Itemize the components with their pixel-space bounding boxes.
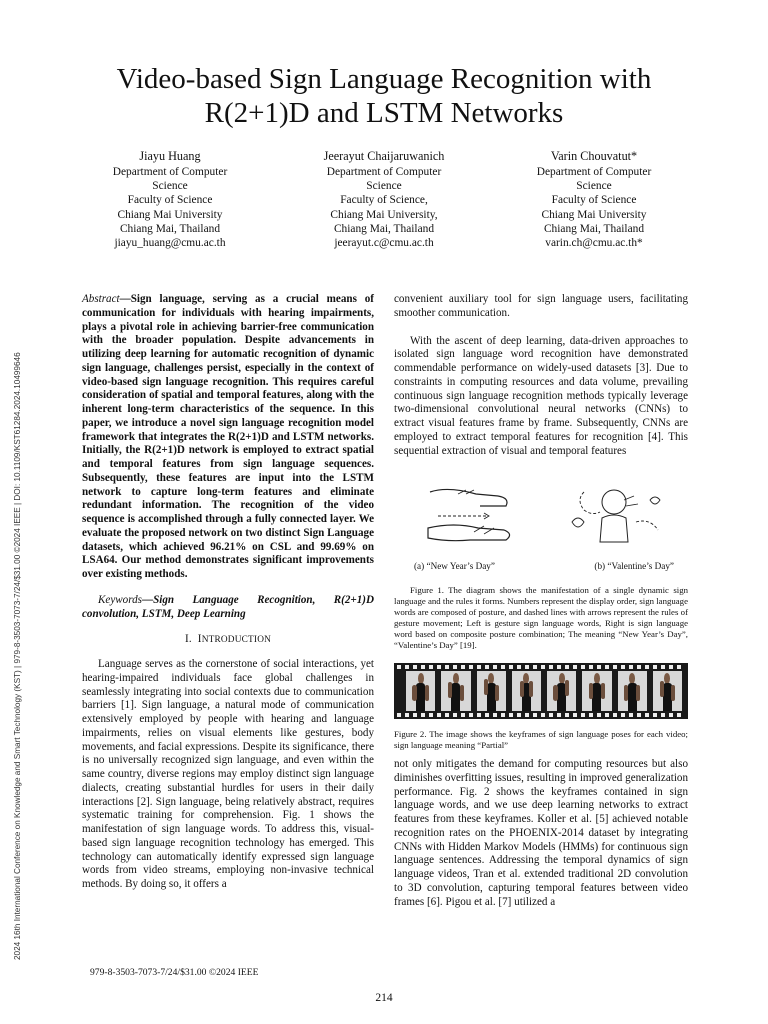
- author-name: Jeerayut Chaijaruwanich: [323, 149, 445, 163]
- abstract-label: Abstract: [82, 293, 120, 305]
- side-identifier: [13, 300, 25, 960]
- figure-1-subcaptions: [394, 560, 688, 574]
- affiliation-line: Chiang Mai University,: [330, 208, 438, 221]
- keywords-label: Keywords: [98, 593, 142, 606]
- author-name: Varin Chouvatut*: [550, 149, 638, 163]
- figure-1-caption: Figure 1. The diagram shows the manifestation of a single dynamic sign language and the rules it forms. Numbers represent the display order, sign language words are composed of posture, and dashed lines with arrows represent the rules of gesture movement; Left is gesture sign language words, Right is sign language word based on composite posture combination; The meaning “New Year’s Day”, “Valentine’s Day” [19].: [394, 585, 688, 650]
- figure-2-keyframes: [394, 663, 688, 721]
- figure-1: [394, 478, 688, 556]
- title-line-2: R(2+1)D and LSTM Networks: [204, 97, 564, 129]
- section-number: I.: [184, 633, 192, 646]
- affiliation-line: Chiang Mai University: [117, 208, 223, 221]
- figure-2-caption: Figure 2. The image shows the keyframes of sign language poses for each video; sign language meaning “Partial”: [394, 729, 688, 750]
- intro-paragraph: Language serves as the cornerstone of social interactions, yet hearing-impaired individuals face global challenges in seamlessly integrating into social contexts due to communication barriers [1]. Sign language, a natural mode of communication extensively employed by people with hearing and language impairments, relies on visual elements like gestures, body movements, and facial expressions. Despite its significance, there is no universally recognized sign language, and even within the same country, diverse regions may employ distinct sign language dialects, creating substantial hurdles for users in their daily interactions [2]. Sign language, being relatively abstract, requires systematic training for comprehension. Fig. 1 shows the manifestation of sign language words. To address this, visual-based sign language recognition technology has emerged. This technology can automatically identify expressed sign language words from video streams, employing non-invasive technical methods. By doing so, it offers a: [82, 658, 374, 890]
- paragraph: not only mitigates the demand for computing resources but also diminishes overfitting issues, resulting in improved generalization performance. Fig. 2 shows the keyframes contained in sign language words, and we use deep learning networks to extract features from these keyframes. Koller et al. [5] achieved notable recognition rates on the PHOENIX-2014 dataset by integrating CNNs with Hidden Markov Models (HMMs) for continuous sign language sentences. Addressing the temporal dynamics of sign language videos, Tran et al. extended traditional 2D convolution to 3D convolution, capturing temporal features between video frames [6]. Pigou et al. [7] utilized a: [394, 758, 688, 908]
- page-number: 214: [375, 992, 393, 1004]
- left-column: [82, 293, 374, 892]
- paragraph: With the ascent of deep learning, data-driven approaches to isolated sign language word recognition have demonstrated commendable performance on widely-used datasets [3]. Due to constraints in computing resources and data volume, prevailing continuous sign language recognition methods typically leverage two-dimensional convolutional neural networks (CNNs) to extract visual features frame by frame. Subsequently, CNNs are employed to extract temporal features for recognition [4]. This sequential extraction of visual and temporal features: [394, 334, 688, 457]
- affiliation-line: Chiang Mai, Thailand: [543, 222, 645, 235]
- affiliation-line: Science: [576, 180, 612, 193]
- affiliation-line: Faculty of Science: [551, 194, 637, 207]
- keyframe: [653, 671, 682, 711]
- abstract-text: —Sign language, serving as a crucial means of communication for individuals with hearing impairments, plays a pivotal role in achieving barrier-free communication with the broader population. Despite advancements in utilizing deep learning for automatic recognition of dynamic sign language, challenges persist, especially in the context of video-based sign language recognition. This requires careful consideration of spatial and temporal features, along with the inherent long-term characteristics of the sequence. In this paper, we introduce a novel sign language recognition model framework that integrates the R(2+1)D and LSTM networks. Initially, the R(2+1)D network is employed to extract spatial and temporal features from sign language sequences. Subsequently, these features are input into the LSTM network to capture long-term features and eliminate redundant information. The recognition of the video sequence is accomplished through a fully connected layer. We evaluate the proposed network on two distinct Sign Language datasets, which achieved 96.21% on CSL and 99.69% on LSA64. Our method demonstrates significant improvements over existing methods.: [82, 293, 374, 580]
- keyframe: [441, 671, 470, 711]
- keyframe: [582, 671, 611, 711]
- keyframe: [547, 671, 576, 711]
- paragraph: convenient auxiliary tool for sign language users, facilitating smoother communication.: [394, 293, 688, 319]
- subcaption-b: (b) “Valentine’s Day”: [594, 561, 674, 572]
- author-3: [504, 148, 684, 250]
- affiliation-line: Faculty of Science: [127, 194, 213, 207]
- affiliation-line: Science: [152, 180, 188, 193]
- paper-title: [60, 62, 708, 130]
- side-identifier-text: 2024 16th International Conference on Knowledge and Smart Technology (KST) | 979-8-3503-7073-7/24/$31.00 ©2024 IEEE | DOI: 10.1109/KST61284.2024.10499646: [13, 352, 22, 960]
- abstract: [82, 293, 374, 582]
- author-2: [294, 148, 474, 250]
- affiliation-line: Department of Computer: [326, 166, 442, 178]
- affiliation-line: Chiang Mai, Thailand: [119, 222, 221, 235]
- affiliation-line: Chiang Mai, Thailand: [333, 222, 435, 235]
- filmstrip-image: [394, 663, 688, 719]
- author-email[interactable]: jeerayut.c@cmu.ac.th: [334, 237, 434, 250]
- affiliation-line: Chiang Mai University: [541, 208, 647, 221]
- affiliation-line: Department of Computer: [112, 166, 228, 178]
- hand-gesture-valentine-illustration: [554, 482, 674, 552]
- author-1: [80, 148, 260, 250]
- author-email[interactable]: varin.ch@cmu.ac.th*: [545, 237, 643, 250]
- section-rest: NTRODUCTION: [201, 635, 272, 646]
- section-first-letter: I: [197, 633, 202, 646]
- author-email[interactable]: jiayu_huang@cmu.ac.th: [114, 237, 226, 250]
- right-column: [394, 293, 688, 909]
- keyframe: [512, 671, 541, 711]
- affiliation-line: Science: [366, 180, 402, 193]
- subcaption-a: (a) “New Year’s Day”: [414, 561, 495, 572]
- keywords-text: —Sign Language Recognition, R(2+1)D convolution, LSTM, Deep Learning: [82, 593, 374, 620]
- footer-isbn: 979-8-3503-7073-7/24/$31.00 ©2024 IEEE: [90, 967, 259, 978]
- keyframe: [406, 671, 435, 711]
- affiliation-line: Faculty of Science,: [340, 194, 428, 207]
- author-name: Jiayu Huang: [139, 149, 201, 163]
- keyframe: [477, 671, 506, 711]
- keyframe: [618, 671, 647, 711]
- section-heading: [82, 633, 374, 648]
- affiliation-line: Department of Computer: [536, 166, 652, 178]
- author-block: [60, 148, 708, 258]
- keywords: [82, 594, 374, 622]
- hand-gesture-new-year-illustration: [418, 482, 518, 552]
- title-line-1: Video-based Sign Language Recognition with: [116, 63, 652, 95]
